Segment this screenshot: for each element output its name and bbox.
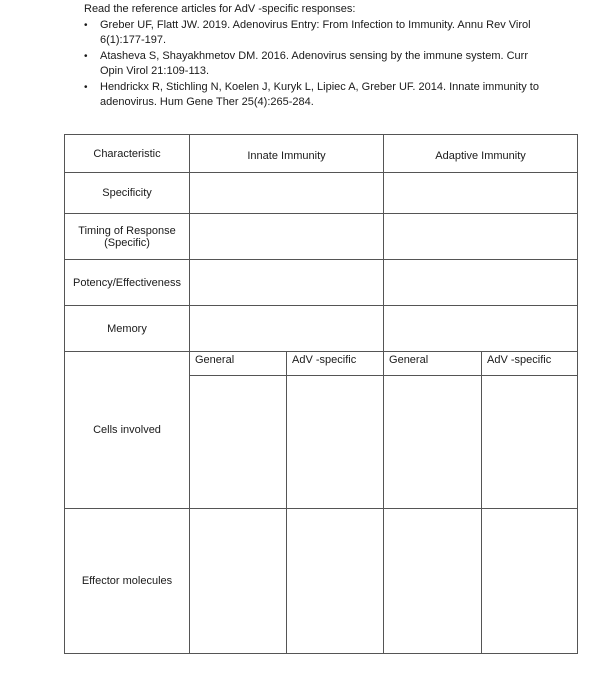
adaptive-memory-cell[interactable]	[384, 306, 578, 352]
innate-specificity-cell[interactable]	[190, 173, 384, 214]
innate-adv-effector-cell[interactable]	[287, 509, 384, 654]
bullet-icon: •	[84, 51, 88, 62]
adaptive-general-effector-cell[interactable]	[384, 509, 482, 654]
header-adaptive-immunity: Adaptive Immunity	[384, 135, 578, 173]
subheader-adaptive-adv-specific: AdV -specific	[482, 352, 578, 376]
table-header-row	[65, 135, 578, 173]
table-row	[65, 173, 578, 214]
adaptive-potency-cell[interactable]	[384, 260, 578, 306]
immunity-comparison-table	[64, 134, 578, 654]
row-label-effector-molecules: Effector molecules	[65, 509, 190, 654]
row-label-timing: Timing of Response (Specific)	[65, 214, 190, 260]
innate-timing-cell[interactable]	[190, 214, 384, 260]
adaptive-specificity-cell[interactable]	[384, 173, 578, 214]
adaptive-adv-cells-cell[interactable]	[482, 376, 578, 509]
row-label-cells-involved: Cells involved	[65, 352, 190, 509]
subheader-innate-general: General	[190, 352, 287, 376]
table-row	[65, 509, 578, 654]
reference-item	[84, 49, 554, 79]
adaptive-adv-effector-cell[interactable]	[482, 509, 578, 654]
subheader-innate-adv-specific: AdV -specific	[287, 352, 384, 376]
innate-general-cells-cell[interactable]	[190, 376, 287, 509]
row-label-potency: Potency/Effectiveness	[65, 260, 190, 306]
adaptive-timing-cell[interactable]	[384, 214, 578, 260]
header-characteristic: Characteristic	[65, 135, 190, 173]
reference-item	[84, 80, 554, 110]
reference-item	[84, 18, 554, 48]
adaptive-general-cells-cell[interactable]	[384, 376, 482, 509]
table-row	[65, 260, 578, 306]
intro-text: Read the reference articles for AdV -specific responses:	[84, 3, 356, 15]
innate-adv-cells-cell[interactable]	[287, 376, 384, 509]
table-row	[65, 214, 578, 260]
innate-potency-cell[interactable]	[190, 260, 384, 306]
innate-memory-cell[interactable]	[190, 306, 384, 352]
header-innate-immunity: Innate Immunity	[190, 135, 384, 173]
subheader-row	[65, 352, 578, 376]
bullet-icon: •	[84, 20, 88, 31]
row-label-memory: Memory	[65, 306, 190, 352]
table-row	[65, 306, 578, 352]
reference-list	[84, 18, 554, 111]
row-label-specificity: Specificity	[65, 173, 190, 214]
reference-text: Hendrickx R, Stichling N, Koelen J, Kuryk L, Lipiec A, Greber UF. 2014. Innate immunity to adenovirus. Hum Gene Ther 25(4):265-284.	[100, 81, 539, 108]
bullet-icon: •	[84, 82, 88, 93]
subheader-adaptive-general: General	[384, 352, 482, 376]
reference-text: Greber UF, Flatt JW. 2019. Adenovirus Entry: From Infection to Immunity. Annu Rev Virol 6(1):177-197.	[100, 19, 531, 46]
reference-text: Atasheva S, Shayakhmetov DM. 2016. Adenovirus sensing by the immune system. Curr Opin Virol 21:109-113.	[100, 50, 528, 77]
innate-general-effector-cell[interactable]	[190, 509, 287, 654]
